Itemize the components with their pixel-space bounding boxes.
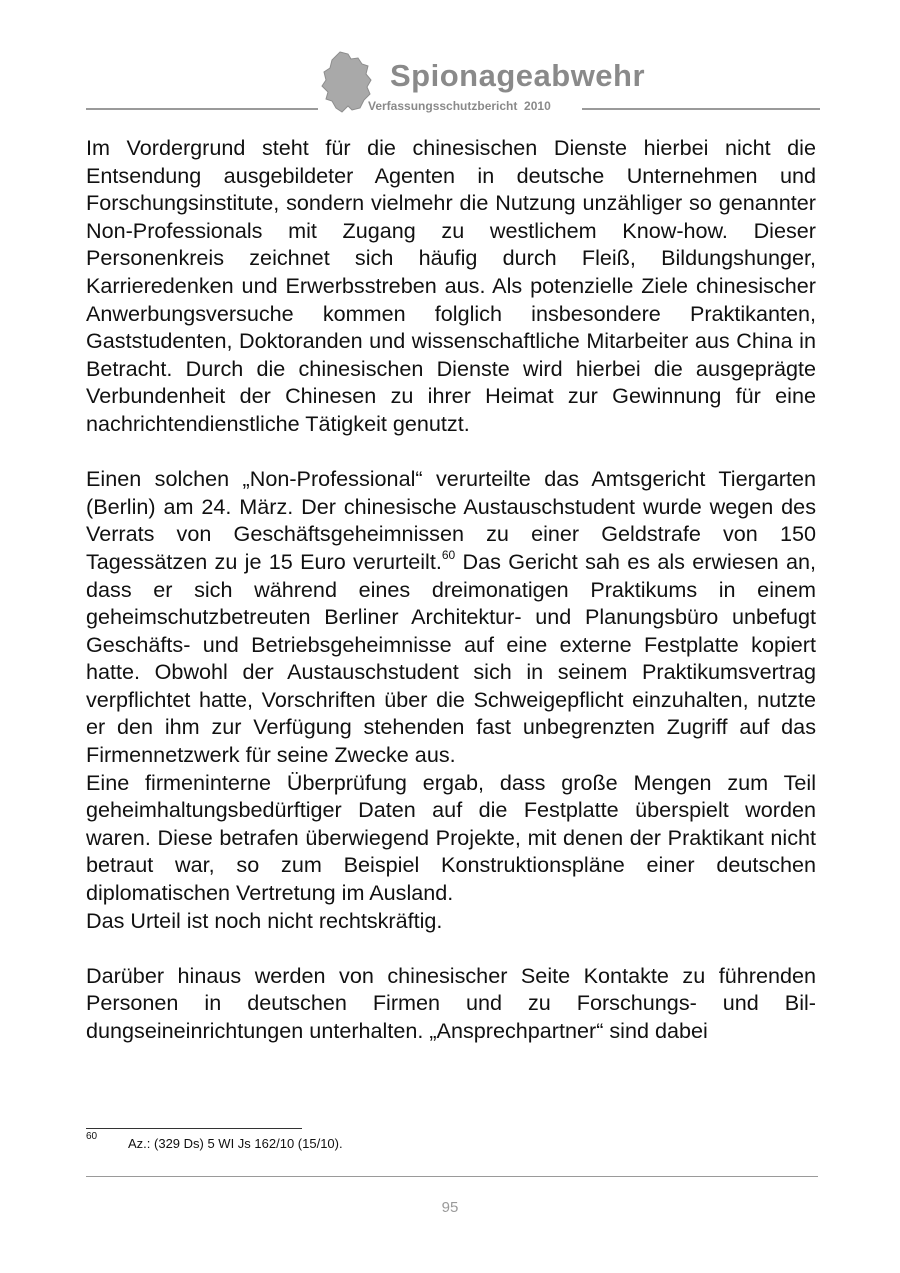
- page-header: [0, 0, 900, 120]
- main-text: [86, 134, 816, 1045]
- header-title: Spionageabwehr: [390, 58, 646, 93]
- saxony-anhalt-map-icon: [318, 50, 374, 114]
- paragraph-2-part-b: Das Gericht sah es als erwiesen an, dass er sich während eines dreimonatigen Praktikums in einem geheimschutzbetreuten Berliner Architektur- und Planungsbüro unbefugt Geschäfts- und Betriebsgeheimnisse auf eine externe Festplatte kopiert hatte. Obwohl der Austauschstudent sich in seinem Praktikumsvertrag verpflichtet hatte, Vorschriften über die Schweigepflicht einzuhalten, nutzte er den ihm zur Verfügung stehenden fast unbegrenzten Zugriff auf das Firmennetzwerk für seine Zwecke aus.: [86, 548, 816, 768]
- paragraph-3: Eine firmeninterne Überprüfung ergab, dass große Mengen zum Teil geheimhaltungsbedürftiger Daten auf die Festplatte überspielt worden waren. Diese betrafen überwiegend Projekte, mit denen der Praktikant nicht betraut war, so zum Beispiel Konstruktionspläne einer deutschen diplomatischen Vertretung im Ausland.: [86, 769, 816, 906]
- paragraph-5: Darüber hinaus werden von chinesischer Seite Kontakte zu führenden Personen in deutschen Firmen und zu Forschungs- und Bildungseineinrichtungen unterhalten. „Ansprechpartner“ sind dabei: [86, 962, 816, 1043]
- paragraph-1: Im Vordergrund steht für die chinesischen Dienste hierbei nicht die Entsendung ausgebildeter Agenten in deutsche Unternehmen und Forschungsinstitute, sondern vielmehr die Nutzung unzähliger so genannter Non-Professionals mit Zugang zu westlichem Know-how. Dieser Personenkreis zeichnet sich häufig durch Fleiß, Bildungshunger, Karrieredenken und Erwerbsstreben aus. Als potenzielle Ziele chinesischer Anwerbungsversuche kommen folglich insbesondere Praktikanten, Gaststudenten, Doktoranden und wissenschaftliche Mitarbeiter aus China in Betracht. Durch die chinesischen Dienste wird hierbei die ausgeprägte Verbundenheit der Chinesen zu ihrer Heimat zur Gewinnung für eine nachrichtendienstliche Tätigkeit genutzt.: [86, 135, 816, 436]
- paragraph-4: Das Urteil ist noch nicht rechtskräftig.: [86, 907, 443, 933]
- footer-rule: [86, 1176, 818, 1177]
- footnote-number: 60: [86, 1131, 98, 1142]
- header-rule-left: [86, 108, 318, 110]
- footnote-text: Az.: (329 Ds) 5 WI Js 162/10 (15/10).: [128, 1136, 343, 1151]
- footnote-rule: [86, 1128, 302, 1129]
- page-number: 95: [441, 1199, 459, 1216]
- header-rule-right: [582, 108, 820, 110]
- footnote-reference: 60: [441, 547, 456, 562]
- paragraph-2-part-a: Einen solchen „Non-Professional“ verurteilte das Amtsgericht Tiergarten (Berlin) am 24. März. Der chinesische Austauschstudent wurde wegen des Verrats von Geschäftsgeheimnissen zu einer Geldstrafe von 150 Tagessätzen zu je 15 Euro verurteilt.: [86, 466, 816, 574]
- paragraph-2: [86, 465, 816, 769]
- header-subtitle: Verfassungsschutzbericht 2010: [368, 99, 551, 113]
